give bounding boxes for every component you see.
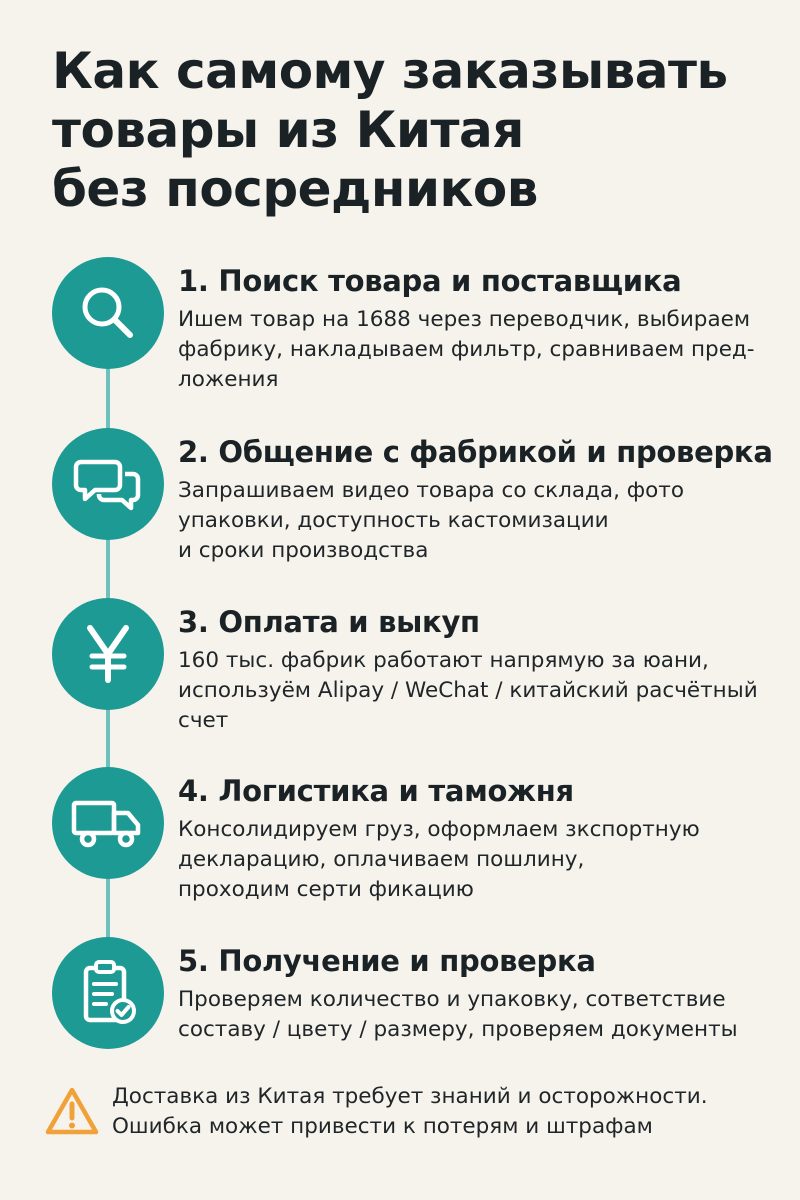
warning-line-1: Доставка из Китая требует знаний и осторожности. <box>112 1084 708 1109</box>
title-line-1: Как самому заказывать <box>52 42 728 100</box>
step-4-description <box>178 815 782 905</box>
warning-icon <box>44 1086 100 1136</box>
truck-icon <box>70 795 146 851</box>
step-5-title: 5. Получение и проверка <box>178 944 596 978</box>
step-1-description <box>178 305 782 395</box>
step-3-badge <box>52 598 164 710</box>
title-line-3: без посредников <box>52 160 538 218</box>
yuan-icon <box>78 622 138 686</box>
step-4 <box>52 767 782 917</box>
step-3-line-3: счет <box>178 708 229 733</box>
step-4-title: 4. Логистика и таможня <box>178 774 574 808</box>
clipboard-check-icon <box>76 958 140 1028</box>
step-3-description <box>178 646 782 736</box>
step-5 <box>52 937 782 1087</box>
step-1 <box>52 257 782 407</box>
step-2-title: 2. Общение с фабрикой и проверка <box>178 435 773 469</box>
step-5-badge <box>52 937 164 1049</box>
step-3-line-2: используём Alipay / WeChat / китайский расчётный <box>178 678 758 703</box>
warning-note <box>44 1082 764 1146</box>
step-1-line-2: фабрику, накладываем фильтр, сравниваем пред- <box>178 337 755 362</box>
title-line-2: товары из Китая <box>52 101 524 159</box>
step-2-description <box>178 476 782 566</box>
step-3-title: 3. Оплата и выкуп <box>178 605 480 639</box>
step-1-title: 1. Поиск товара и поставщика <box>178 264 682 298</box>
step-4-line-1: Консолидируем груз, оформлаем зкспортную <box>178 817 700 842</box>
chat-bubbles-icon <box>73 452 143 516</box>
step-5-line-2: составу / цвету / размеру, проверяем документы <box>178 1017 738 1042</box>
step-2-badge <box>52 428 164 540</box>
step-4-line-2: декларацию, оплачиваем пошлину, <box>178 847 585 872</box>
step-2-line-1: Запрашиваем видео товара со склада, фото <box>178 478 684 503</box>
step-4-badge <box>52 767 164 879</box>
step-1-badge <box>52 257 164 369</box>
step-2-line-2: упаковки, доступность кастомизации <box>178 508 609 533</box>
step-4-line-3: проходим серти фикацию <box>178 877 474 902</box>
page-title <box>52 42 772 219</box>
step-2-line-3: и сроки производства <box>178 538 429 563</box>
step-3-line-1: 160 тыс. фабрик работают напрямую за юани, <box>178 648 709 673</box>
warning-line-2: Ошибка может привести к потерям и штрафам <box>112 1114 653 1139</box>
step-2 <box>52 428 782 578</box>
step-1-line-1: Ишем товар на 1688 через переводчик, выбираем <box>178 307 751 332</box>
step-1-line-3: ложения <box>178 367 279 392</box>
search-icon <box>76 281 140 345</box>
step-5-line-1: Проверяем количество и упаковку, сответствие <box>178 987 726 1012</box>
step-5-description <box>178 985 782 1045</box>
step-3 <box>52 598 782 748</box>
warning-text <box>112 1082 708 1142</box>
